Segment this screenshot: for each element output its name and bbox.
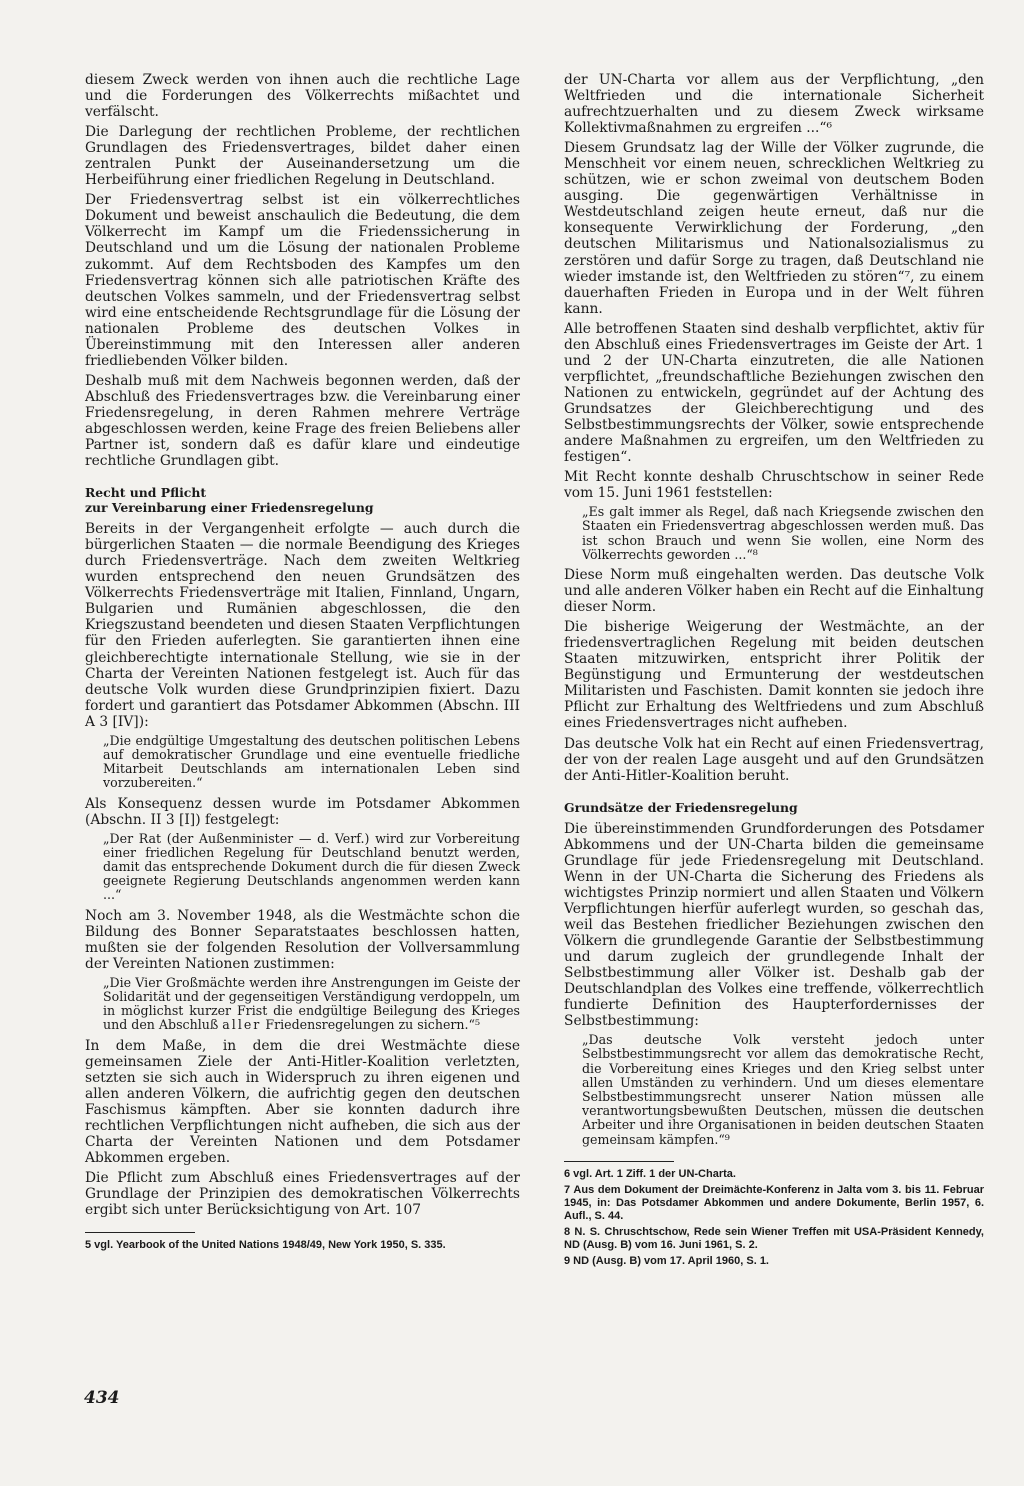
- page-number: 434: [84, 1388, 120, 1408]
- quotation: „Der Rat (der Außenminister — d. Verf.) wird zur Vorbereitung einer friedlichen Regelung für Deutschland benutzt werden, damit das entsprechende Dokument durch die für diesen Zweck geeignete Regierung Deutschlands angenommen werden kann ...“: [103, 830, 520, 903]
- paragraph: der UN-Charta vor allem aus der Verpflichtung, „den Weltfrieden und die internationale Sicherheit aufrechtzuerhalten und zu diesem Zweck wirksame Kollektivmaßnahmen zu ergreifen ...“⁶: [564, 72, 984, 137]
- paragraph: In dem Maße, in dem die drei Westmächte diese gemeinsamen Ziele der Anti-Hitler-Koalition verletzten, setzten sie sich auch in Widerspruch zu ihren eigenen und allen anderen Völkern, die aufrichtig gegen den deutschen Faschismus kämpften. Aber sie konnten dadurch ihre rechtlichen Verpflichtungen nicht aufheben, die sich aus der Charta der Vereinten Nationen und dem Potsdamer Abkommen ergeben.: [85, 1037, 520, 1166]
- paragraph: Die Darlegung der rechtlichen Probleme, der rechtlichen Grundlagen des Friedensvertrages, bildet daher einen zentralen Punkt der Auseinandersetzung um die Herbeiführung einer friedlichen Regelung in Deutschland.: [85, 124, 520, 189]
- quotation: „Es galt immer als Regel, daß nach Kriegsende zwischen den Staaten ein Friedensvertrag abgeschlossen werden muß. Das ist schon Brauch und wenn Sie wollen, eine Norm des Völkerrechts geworden ...“⁸: [582, 504, 984, 562]
- quote-emphasis: aller: [222, 1017, 262, 1033]
- section-heading-grundsaetze: Grundsätze der Friedensregelung: [564, 799, 798, 815]
- paragraph: Diese Norm muß eingehalten werden. Das deutsche Volk und alle anderen Völker haben ein Recht auf die Einhaltung dieser Norm.: [564, 567, 984, 616]
- footnote: 5 vgl. Yearbook of the United Nations 1948/49, New York 1950, S. 335.: [85, 1239, 446, 1252]
- paragraph: Deshalb muß mit dem Nachweis begonnen werden, daß der Abschluß des Friedensvertrages bzw. die Vereinbarung einer Friedensregelung, in deren Rahmen mehrere Verträge abgeschlossen werden, keine Frage des freien Beliebens aller Partner ist, sondern daß es dafür klare und eindeutige rechtliche Grundlagen gibt.: [85, 372, 520, 470]
- quote-text: „Die Vier Großmächte werden ihre Anstrengungen im Geiste der Solidarität und der gegenseitigen Verständigung verdoppeln, um in möglichst kurzer Frist die endgültige Beilegung des Krieges und den Abschluß: [103, 974, 520, 1033]
- paragraph: Als Konsequenz dessen wurde im Potsdamer Abkommen (Abschn. II 3 [I]) festgelegt:: [85, 795, 520, 828]
- paragraph: Mit Recht konnte deshalb Chruschtschow in seiner Rede vom 15. Juni 1961 feststellen:: [564, 469, 984, 502]
- paragraph: Noch am 3. November 1948, als die Westmächte schon die Bildung des Bonner Separatstaates beschlossen hatten, mußten sie der folgenden Resolution der Vollversammlung der Vereinten Nationen zustimmen:: [85, 907, 520, 972]
- footnote-divider: [564, 1161, 674, 1162]
- footnote: 6 vgl. Art. 1 Ziff. 1 der UN-Charta.: [564, 1167, 736, 1180]
- paragraph: diesem Zweck werden von ihnen auch die rechtliche Lage und die Forderungen des Völkerrechts mißachtet und verfälscht.: [85, 72, 520, 121]
- right-column: [564, 72, 984, 1272]
- footnote: 8 N. S. Chruschtschow, Rede sein Wiener Treffen mit USA-Präsident Kennedy, ND (Ausg. B) vom 16. Juni 1961, S. 2.: [564, 1226, 984, 1251]
- paragraph: Die übereinstimmenden Grundforderungen des Potsdamer Abkommens und der UN-Charta bilden die gemeinsame Grundlage für jede Friedensregelung mit Deutschland. Wenn in der UN-Charta die Sicherung des Friedens als wichtigstes Prinzip normiert und allen Staaten und Völkern Verpflichtungen hierfür auferlegt wurden, so geschah das, weil das Bestehen friedlicher Beziehungen zwischen den Völkern die grundlegende Garantie der Selbstbestimmung und darum zugleich der grundlegende Inhalt der Selbstbestimmung aller Völker ist. Deshalb gab der Deutschlandplan des Volkes eine treffende, völkerrechtlich fundierte Definition des Haupterfordernisses der Selbstbestimmung:: [564, 820, 984, 1030]
- paragraph: Diesem Grundsatz lag der Wille der Völker zugrunde, die Menschheit vor einem neuen, schrecklichen Weltkrieg zu schützen, wie er schon zweimal von deutschem Boden ausging. Die gegenwärtigen Verhältnisse in Westdeutschland zeigen heute erneut, daß nur die konsequente Verwirklichung der Forderung, „den deutschen Militarismus und Nationalsozialismus zu zerstören und dafür Sorge zu tragen, daß Deutschland nie wieder imstande ist, den Weltfrieden zu stören“⁷, zu einem dauerhaften Frieden in Europa und in der Welt führen kann.: [564, 140, 984, 317]
- paragraph: Die Pflicht zum Abschluß eines Friedensvertrages auf der Grundlage der Prinzipien des demokratischen Völkerrechts ergibt sich unter Berücksichtigung von Art. 107: [85, 1170, 520, 1219]
- quotation: [103, 976, 520, 1033]
- paragraph: Bereits in der Vergangenheit erfolgte — auch durch die bürgerlichen Staaten — die normale Beendigung des Krieges durch Friedensverträge. Nach dem zweiten Weltkrieg wurden entsprechend den neuen Grundsätzen des Völkerrechts Friedensverträge mit Italien, Finnland, Ungarn, Bulgarien und Rumänien abgeschlossen, die den Kriegszustand beendeten und diesen Staaten Verpflichtungen für den Frieden auferlegten. Sie garantierten ihnen eine gleichberechtigte internationale Stellung, wie sie in der Charta der Vereinten Nationen festgelegt ist. Auch für das deutsche Volk wurden diese Grundprinzipien fixiert. Dazu fordert und garantiert das Potsdamer Abkommen (Abschn. III A 3 [IV]):: [85, 521, 520, 730]
- paragraph: Die bisherige Weigerung der Westmächte, an der friedensvertraglichen Regelung mit beiden deutschen Staaten mitzuwirken, entspricht ihrer Politik der Begünstigung und Ermunterung der westdeutschen Militaristen und Faschisten. Damit konnten sie jedoch ihre Pflicht zur Erhaltung des Weltfriedens und zum Abschluß eines Friedensvertrages nicht aufheben.: [564, 619, 984, 732]
- quotation: „Die endgültige Umgestaltung des deutschen politischen Lebens auf demokratischer Grundlage und eine eventuelle friedliche Mitarbeit Deutschlands am internationalen Leben sind vorzubereiten.“: [103, 732, 520, 791]
- footnote-divider: [85, 1232, 195, 1233]
- footnote: 9 ND (Ausg. B) vom 17. April 1960, S. 1.: [564, 1255, 769, 1268]
- paragraph: Das deutsche Volk hat ein Recht auf einen Friedensvertrag, der von der realen Lage ausgeht und auf den Grundsätzen der Anti-Hitler-Koalition beruht.: [564, 735, 984, 784]
- heading-line: Recht und Pflicht: [85, 485, 207, 501]
- section-heading-recht-und-pflicht: [85, 485, 520, 515]
- footnote: 7 Aus dem Dokument der Dreimächte-Konferenz in Jalta vom 3. bis 11. Februar 1945, in: Das Potsdamer Abkommen und andere Dokumente, Berlin 1957, 6. Aufl., S. 44.: [564, 1184, 984, 1222]
- quotation: „Das deutsche Volk versteht jedoch unter Selbstbestimmungsrecht vor allem das demokratische Recht, die Vorbereitung eines Krieges und den Krieg selbst unter allen Umständen zu verhindern. Und um dieses elementare Selbstbestimmungsrecht unserer Nation müssen alle verantwortungsbewußten Deutschen, müssen die deutschen Arbeiter und ihre Organisationen in beiden deutschen Staaten gemeinsam kämpfen.“⁹: [582, 1032, 984, 1147]
- heading-line: zur Vereinbarung einer Friedensregelung: [85, 500, 374, 516]
- paragraph: Der Friedensvertrag selbst ist ein völkerrechtliches Dokument und beweist anschaulich die Bedeutung, die dem Völkerrecht im Kampf um die Friedenssicherung in Deutschland und um die Lösung der nationalen Probleme zukommt. Auf dem Rechtsboden des Kampfes um den Friedensvertrag können sich alle patriotischen Kräfte des deutschen Volkes sammeln, und der Friedensvertrag selbst wird eine entscheidende Rechtsgrundlage für die Lösung der nationalen Probleme des deutschen Volkes in Übereinstimmung mit den Interessen aller anderen friedliebenden Völker bilden.: [85, 192, 520, 369]
- paragraph: Alle betroffenen Staaten sind deshalb verpflichtet, aktiv für den Abschluß eines Friedensvertrages im Geiste der Art. 1 und 2 der UN-Charta einzutreten, die alle Nationen verpflichtet, „freundschaftliche Beziehungen zwischen den Nationen zu entwickeln, gegründet auf der Achtung des Grundsatzes der Gleichberechtigung und des Selbstbestimmungsrechts der Völker, sowie entsprechende andere Maßnahmen zu ergreifen, um den Weltfrieden zu festigen“.: [564, 320, 984, 466]
- left-column: [85, 72, 520, 1256]
- quote-text: Friedensregelungen zu sichern.“⁵: [265, 1017, 481, 1033]
